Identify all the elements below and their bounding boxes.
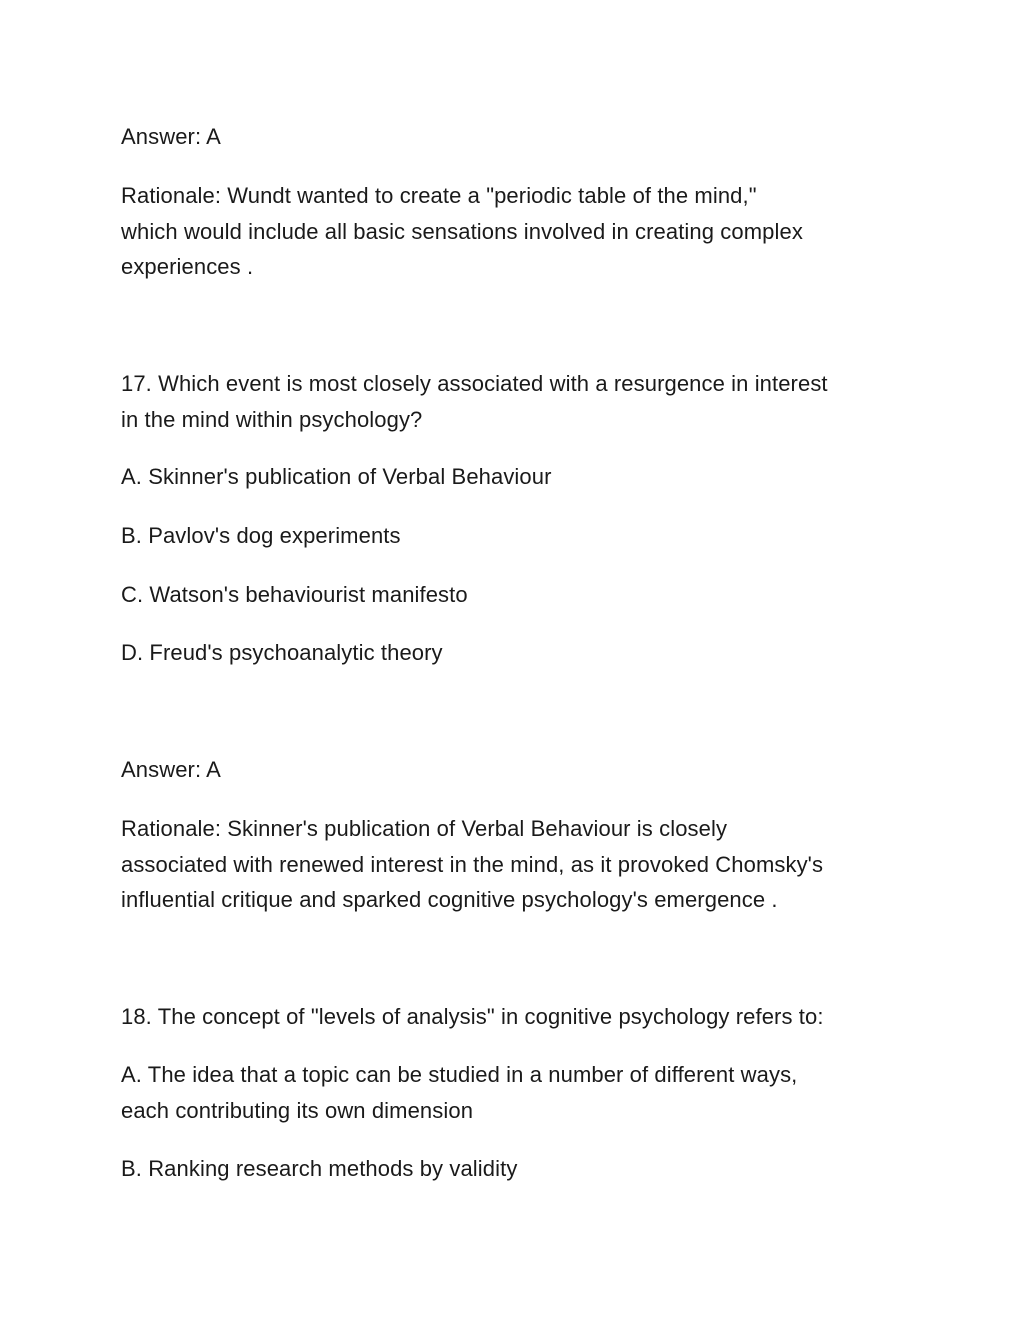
option-18-b bbox=[121, 1151, 911, 1187]
text-line: associated with renewed interest in the mind, as it provoked Chomsky's bbox=[121, 851, 824, 877]
text-line: each contributing its own dimension bbox=[121, 1097, 474, 1123]
option-17-b bbox=[121, 518, 911, 554]
text-line: A. The idea that a topic can be studied in a number of different ways, bbox=[121, 1062, 798, 1087]
text-line: 18. The concept of "levels of analysis" in cognitive psychology refers to: bbox=[121, 1004, 824, 1029]
text-line: experiences . bbox=[121, 254, 254, 279]
rationale-17 bbox=[121, 811, 911, 918]
option-17-c bbox=[121, 577, 911, 613]
question-18 bbox=[121, 999, 911, 1035]
text-line: B. Pavlov's dog experiments bbox=[121, 523, 401, 548]
rationale-16 bbox=[121, 178, 911, 285]
text-line: Answer: A bbox=[121, 124, 221, 149]
text-line: A. Skinner's publication of Verbal Behaviour bbox=[121, 464, 552, 489]
option-17-a bbox=[121, 459, 911, 495]
answer-17 bbox=[121, 752, 911, 788]
text-line: 17. Which event is most closely associated with a resurgence in interest bbox=[121, 371, 828, 396]
text-line: Rationale: Skinner's publication of Verbal Behaviour is closely bbox=[121, 816, 728, 841]
answer-16 bbox=[121, 119, 911, 155]
text-line: B. Ranking research methods by validity bbox=[121, 1156, 518, 1181]
text-line: Answer: A bbox=[121, 757, 221, 782]
text-line: which would include all basic sensations involved in creating complex bbox=[121, 218, 803, 244]
text-line: influential critique and sparked cognitive psychology's emergence . bbox=[121, 887, 778, 912]
text-line: C. Watson's behaviourist manifesto bbox=[121, 582, 468, 607]
option-17-d bbox=[121, 635, 911, 671]
text-line: in the mind within psychology? bbox=[121, 406, 423, 432]
question-17 bbox=[121, 366, 911, 437]
text-line: Rationale: Wundt wanted to create a "periodic table of the mind," bbox=[121, 183, 757, 208]
text-line: D. Freud's psychoanalytic theory bbox=[121, 640, 443, 665]
option-18-a bbox=[121, 1057, 911, 1128]
